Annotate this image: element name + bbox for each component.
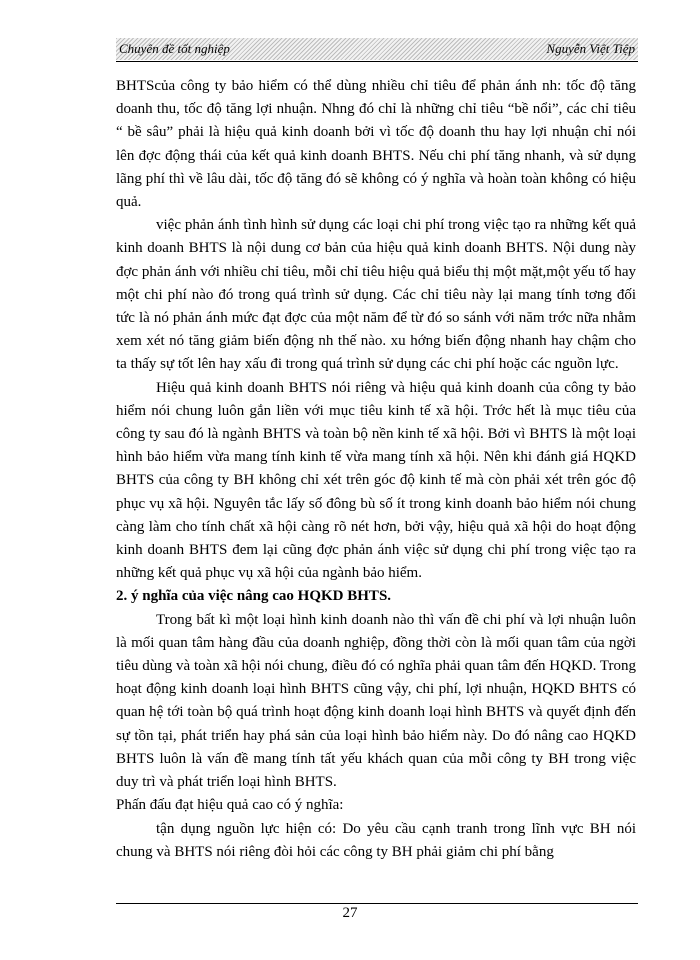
page-body	[116, 75, 636, 864]
footer-rule	[116, 903, 638, 904]
page-header	[116, 38, 638, 60]
header-author: Nguyễn Việt Tiệp	[546, 41, 635, 56]
paragraph-4: Trong bất kì một loại hình kinh doanh nào thì vấn đề chi phí và lợi nhuận luôn là mối quan tâm hàng đầu của doanh nghiệp, đồng thời còn là mối quan tâm của ngời tiêu dùng và toàn xã hội nói chung, điều đó có nghĩa phải quan tâm đến HQKD. Trong hoạt động kinh doanh loại hình BHTS cũng vậy, chi phí, lợi nhuận, HQKD BHTS có quan hệ tới toàn bộ quá trình hoạt động kinh doanh loại hình BHTS và quyết định đến sự tồn tại, phát triển hay phá sản của loại hình bảo hiểm này. Do đó nâng cao HQKD BHTS luôn là vấn đề mang tính tất yếu khách quan của mỗi công ty BH trong việc duy trì và phát triển loại hình BHTS.	[116, 611, 636, 791]
page-number: 27	[342, 905, 358, 921]
section-heading: 2. ý nghĩa của việc nâng cao HQKD BHTS.	[116, 588, 392, 605]
header-document-type: Chuyên đề tốt nghiệp	[119, 41, 230, 56]
paragraph-5: Phấn đấu đạt hiệu quả cao có ý nghĩa:	[116, 797, 344, 814]
header-rule	[116, 61, 638, 62]
paragraph-3: Hiệu quả kinh doanh BHTS nói riêng và hiệu quả kinh doanh của công ty bảo hiểm nói chung luôn gắn liền với mục tiêu kinh tế xã hội. Trớc hết là mục tiêu của công ty sau đó là ngành BHTS và toàn bộ nền kinh tế xã hội. Bởi vì BHTS là một loại hình bảo hiểm vừa mang tính kinh tế vừa mang tính xã hội. Nên khi đánh giá HQKD BHTS của công ty BH không chỉ xét trên góc độ kinh tế mà còn phải xét trên góc độ phục vụ xã hội. Nguyên tắc lấy số đông bù số ít trong kinh doanh bảo hiểm nói chung càng làm cho tính chất xã hội càng rõ nét hơn, bởi vậy, hiệu quả xã hội do hoạt động kinh doanh BHTS đem lại cũng đợc phản ánh việc sử dụng chi phí trong việc tạo ra những kết quả phục vụ xã hội của ngành bảo hiểm.	[116, 379, 636, 582]
paragraph-1: BHTScủa công ty bảo hiểm có thể dùng nhiều chỉ tiêu để phản ánh nh: tốc độ tăng doanh thu, tốc độ tăng lợi nhuận. Nhng đó chỉ là những chỉ tiêu “bề nổi”, các chỉ tiêu “ bề sâu” phải là hiệu quả kinh doanh bởi vì tốc độ doanh thu hay lợi nhuận chỉ nói lên đợc động thái của kết quả kinh doanh BHTS. Nếu chi phí tăng nhanh, và sử dụng lãng phí thì về lâu dài, tốc độ tăng đó sẽ không có ý nghĩa và hoàn toàn không có hiệu quả.	[116, 78, 636, 211]
paragraph-2: việc phản ánh tình hình sử dụng các loại chi phí trong việc tạo ra những kết quả kinh doanh BHTS là nội dung cơ bản của hiệu quả kinh doanh BHTS. Nội dung này đợc phản ánh với nhiều chỉ tiêu, mỗi chỉ tiêu hiệu quả biểu thị một mặt,một yếu tố hay một chi phí nào đó trong quá trình sử dụng. Các chỉ tiêu này lại mang tính tơng đối tức là nó phản ánh mức đạt đợc của một năm để từ đó so sánh với năm trớc nữa nhằm xem xét nó tăng giảm biến động nh thế nào. xu hớng biến động nhanh hay chậm cho ta thấy sự tốt lên hay xấu đi trong quá trình sử dụng các chi phí hoặc các nguồn lực.	[116, 217, 636, 373]
paragraph-6: tận dụng nguồn lực hiện có: Do yêu cầu cạnh tranh trong lĩnh vực BH nói chung và BHTS nói riêng đòi hỏi các công ty BH phải giảm chi phí bằng	[116, 820, 636, 860]
